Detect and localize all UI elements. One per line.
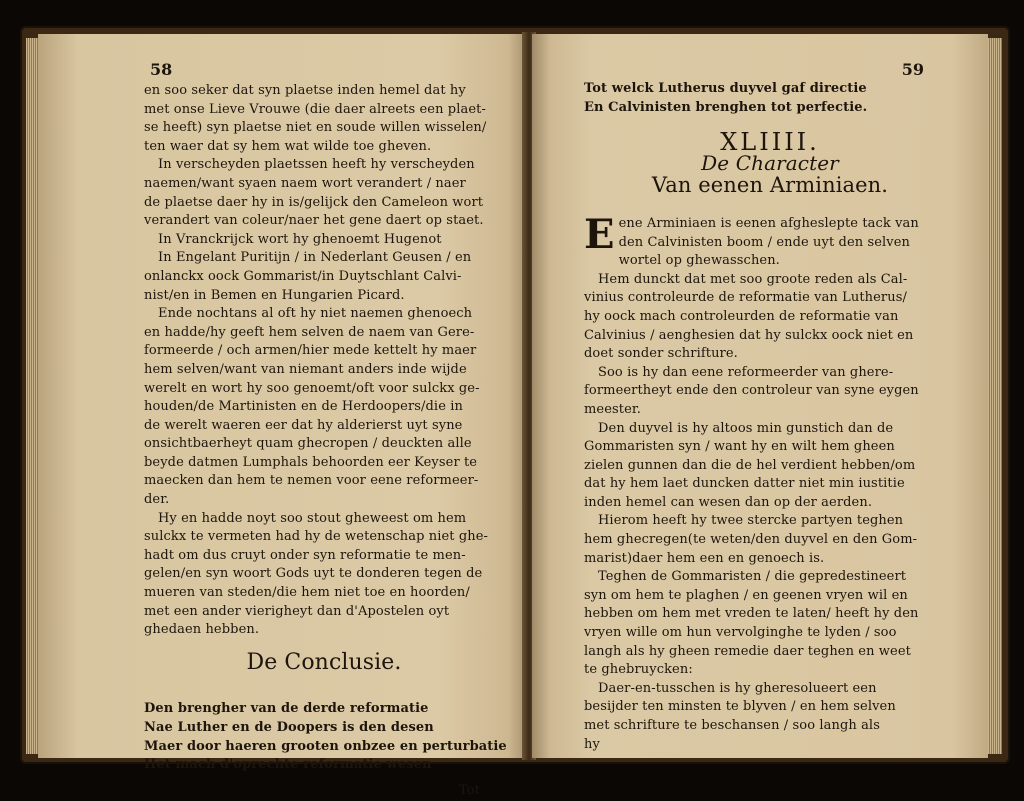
text-line: hy	[584, 736, 600, 752]
left-page	[38, 34, 526, 799]
left-page-text	[144, 82, 507, 799]
right-body-lines	[584, 210, 956, 754]
text-line: In Vranckrijck wort hy ghenoemt Hugenot	[158, 231, 442, 247]
text-line: met een ander vierigheyt dan d'Apostelen oyt	[144, 603, 450, 619]
text-line: Hierom heeft hy twee stercke partyen teghen	[598, 513, 904, 529]
text-line: besijder ten minsten te blyven / en hem selven	[584, 699, 896, 715]
text-line: ene Arminiaen is eenen afgheslepte tack van	[618, 215, 919, 231]
conclusion-title: De Conclusie.	[246, 649, 402, 675]
text-line: hy oock mach controleurden de reformatie van	[584, 308, 899, 324]
text-line: werelt en wort hy soo genoemt/oft voor sulckx ge-	[144, 380, 480, 396]
text-line: Calvinius / aenghesien dat hy sulckx oock niet en	[584, 327, 914, 343]
text-line: Teghen de Gommaristen / die gepredestineert	[598, 569, 907, 585]
text-line: dat hy hem laet duncken datter niet min iustitie	[584, 476, 905, 492]
chapter-body	[584, 210, 956, 754]
chapter-title: Van eenen Arminiaen.	[651, 173, 889, 198]
text-line: nist/en in Bemen en Hungarien Picard.	[144, 287, 405, 303]
text-line: den Calvinisten boom / ende uyt den selven	[618, 234, 910, 250]
text-line: In verscheyden plaetssen heeft hy verscheyden	[158, 157, 475, 173]
book-spread	[20, 26, 1010, 799]
text-line: Ende nochtans al oft hy niet naemen ghenoech	[158, 306, 473, 322]
text-line: ten waer dat sy hem wat wilde toe gheven.	[144, 138, 432, 154]
text-line: En Calvinisten brenghen tot perfectie.	[584, 99, 868, 115]
text-line: de werelt waeren eer dat hy alderierst uyt syne	[144, 417, 463, 433]
text-line: der.	[144, 492, 170, 508]
text-line: hebben om hem met vreden te laten/ heeft hy den	[584, 606, 919, 622]
text-line: Den duyvel is hy altoos min gunstich dan de	[598, 420, 894, 436]
text-line: beyde datmen Lumphals behoorden eer Keyser te	[144, 454, 478, 470]
text-line: Hem dunckt dat met soo groote reden als Cal-	[598, 271, 908, 287]
text-line: marist)daer hem een en genoech is.	[584, 550, 825, 566]
text-line: onlanckx oock Gommarist/in Duytschlant Calvi-	[144, 268, 462, 284]
text-line: Soo is hy dan eene reformeerder van ghere-	[598, 364, 894, 380]
intro-verse	[584, 80, 956, 117]
text-line: In Engelant Puritijn / in Nederlant Geusen / en	[158, 250, 472, 266]
conclusion-verse	[144, 700, 507, 774]
text-line: formeerde / och armen/hier mede kettelt hy maer	[144, 343, 477, 359]
text-line: hem selven/want van niemant anders inde wijde	[144, 361, 467, 377]
text-line: hadt om dus cruyt onder syn reformatie te men-	[144, 547, 466, 563]
chapter-number: XLIIII.	[720, 128, 820, 157]
text-line: onsichtbaerheyt quam ghecropen / deuckten alle	[144, 436, 472, 452]
text-line: mueren van steden/die hem niet toe en hoorden/	[144, 585, 470, 601]
page-edges-right	[988, 38, 1002, 754]
text-line: met schrifture te beschansen / soo langh als	[584, 718, 880, 733]
page-number-right: 59	[901, 60, 924, 79]
text-line: Daer-en-tusschen is hy gheresolueert een	[598, 680, 877, 696]
text-line: inden hemel can wesen dan op der aerden.	[584, 494, 873, 510]
text-line: syn om hem te plaghen / en geenen vryen wil en	[584, 587, 908, 603]
text-line: vinius controleurde de reformatie van Lutherus/	[584, 290, 907, 306]
drop-cap: E	[584, 210, 615, 258]
text-line: meester.	[584, 401, 642, 417]
page-number-left: 58	[150, 60, 173, 79]
text-line: zielen gunnen dan die de hel verdient hebben/om	[584, 457, 916, 473]
right-page	[532, 34, 988, 758]
text-line: hem ghecregen(te weten/den duyvel en den Gom-	[584, 532, 918, 548]
text-line: en hadde/hy geeft hem selven de naem van Gere-	[144, 324, 475, 340]
text-line: gelen/en syn woort Gods uyt te donderen tegen de	[144, 566, 483, 582]
text-line: doet sonder schrifture.	[584, 346, 738, 362]
text-line: naemen/want syaen naem wort verandert / naer	[144, 175, 466, 191]
text-line: Het mach d'oprechte reformatie wesen	[144, 757, 432, 773]
text-line: Tot welck Lutherus duyvel gaf directie	[584, 81, 867, 96]
chapter-subtitle: De Character	[701, 150, 839, 175]
text-line: houden/de Martinisten en de Herdoopers/die in	[144, 399, 463, 415]
text-line: sulckx te vermeten had hy de wetenschap niet ghe-	[144, 529, 489, 545]
text-line: langh als hy gheen remedie daer teghen en weet	[584, 643, 911, 659]
text-line: formeertheyt ende den controleur van syne eygen	[584, 383, 919, 399]
text-line: wortel op ghewasschen.	[618, 253, 780, 269]
text-line: de plaetse daer hy in is/gelijck den Cameleon wort	[144, 194, 484, 210]
text-line: ghedaen hebben.	[144, 622, 260, 638]
text-line: verandert van coleur/naer het gene daert op staet.	[144, 213, 484, 229]
text-line: en soo seker dat syn plaetse inden hemel dat hy	[144, 83, 466, 98]
text-line: vryen wille om hun vervolginghe te lyden / soo	[584, 625, 897, 641]
text-line: Nae Luther en de Doopers is den desen	[144, 720, 434, 735]
catchword: Tot	[458, 783, 480, 799]
text-line: maecken dan hem te nemen voor eene reformeer-	[144, 473, 479, 489]
text-line: se heeft) syn plaetse niet en soude willen wisselen/	[144, 120, 487, 136]
text-line: Hy en hadde noyt soo stout gheweest om hem	[158, 510, 467, 526]
text-line: Gommaristen syn / want hy en wilt hem gheen	[584, 439, 895, 455]
text-line: met onse Lieve Vrouwe (die daer alreets een plaet-	[144, 101, 486, 117]
text-line: Maer door haeren grooten onbzee en perturbatie	[144, 738, 507, 754]
left-body	[144, 82, 504, 640]
right-page-text	[584, 80, 956, 754]
text-line: Den brengher van de derde reformatie	[144, 701, 429, 717]
text-line: te ghebruycken:	[584, 662, 693, 678]
